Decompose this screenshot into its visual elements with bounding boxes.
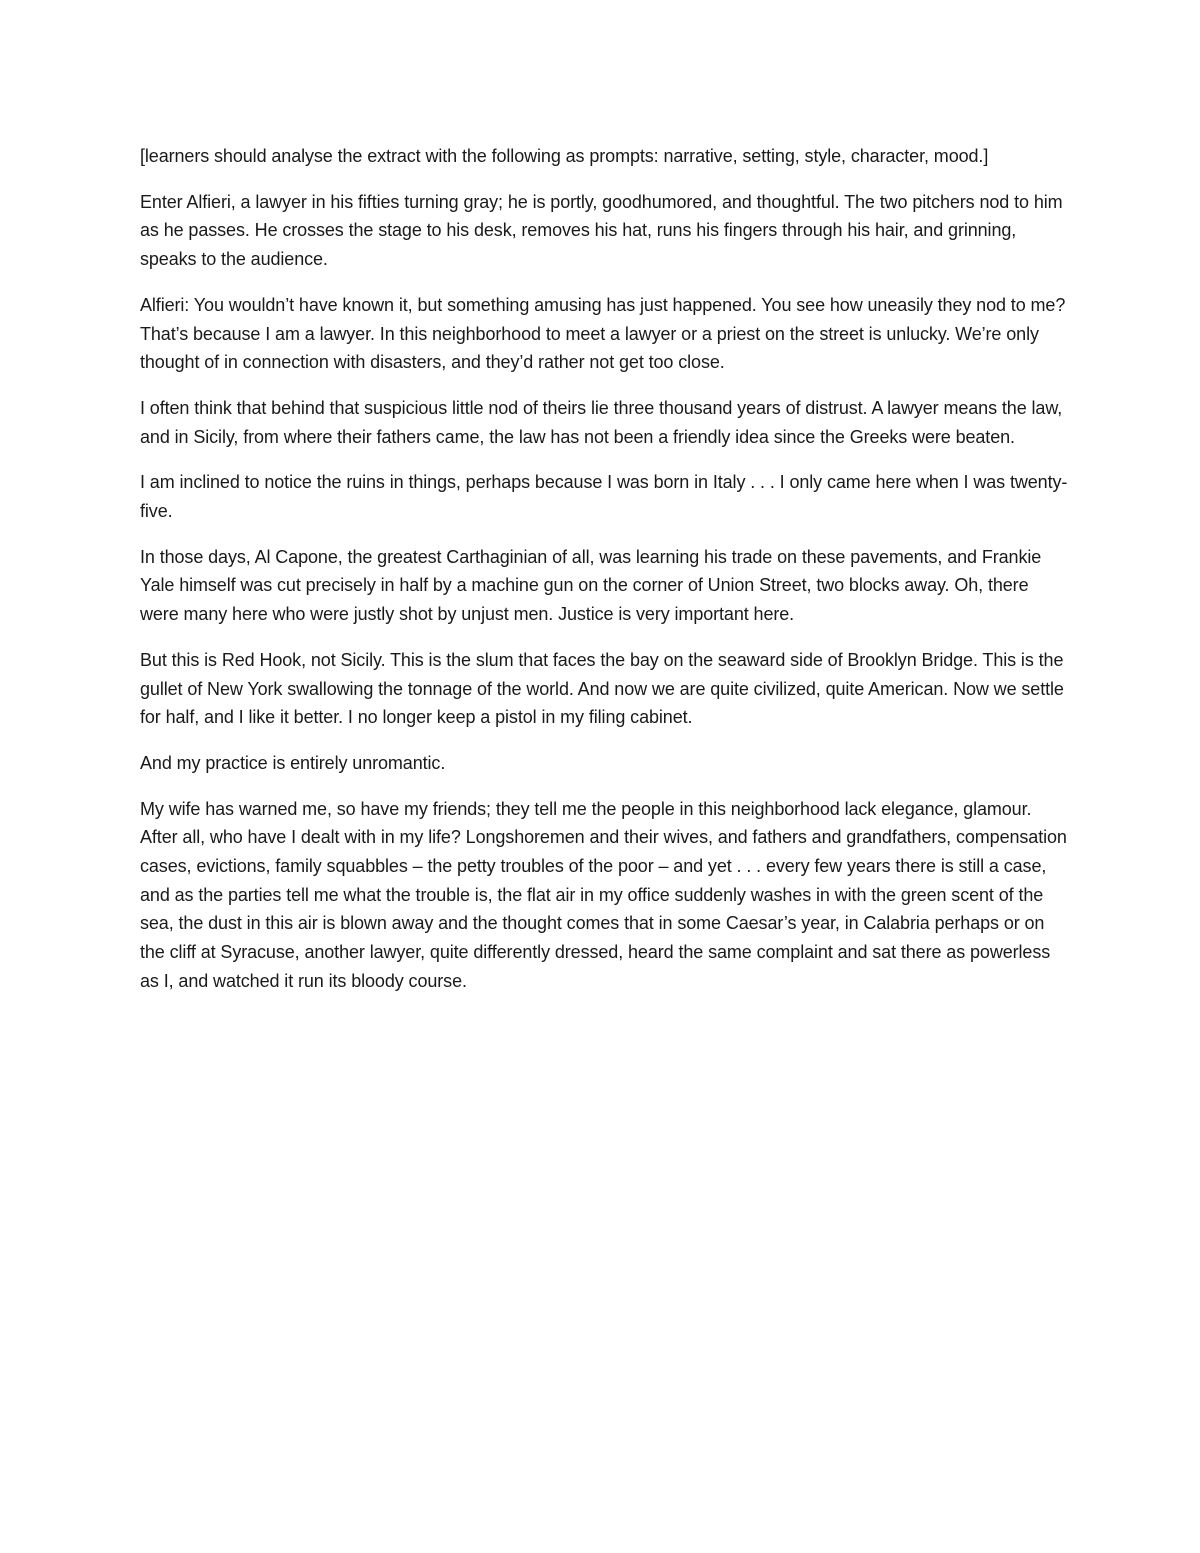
- paragraph-unromantic: And my practice is entirely unromantic.: [140, 752, 446, 773]
- prompt-instructions: [learners should analyse the extract with the following as prompts: narrative, setting, style, character, mood.]: [140, 146, 989, 166]
- paragraph-distrust: I often think that behind that suspicious little nod of theirs lie three thousand years of distrust. A lawyer means the law, and in Sicily, from where their fathers came, the law has not been a friendly idea since the Greeks were beaten.: [140, 397, 1063, 447]
- paragraph-alfieri-intro: Alfieri: You wouldn’t have known it, but something amusing has just happened. You see how uneasily they nod to me? That’s because I am a lawyer. In this neighborhood to meet a lawyer or a priest on the street is unlucky. We’re only thought of in connection with disasters, and they’d rather not get too close.: [140, 294, 1066, 373]
- document-body: [140, 142, 1070, 1013]
- stage-direction: Enter Alfieri, a lawyer in his fifties turning gray; he is portly, goodhumored, and thoughtful. The two pitchers nod to him as he passes. He crosses the stage to his desk, removes his hat, runs his fingers through his hair, and grinning, speaks to the audience.: [140, 191, 1063, 270]
- paragraph-red-hook: But this is Red Hook, not Sicily. This is the slum that faces the bay on the seaward side of Brooklyn Bridge. This is the gullet of New York swallowing the tonnage of the world. And now we are quite civilized, quite American. Now we settle for half, and I like it better. I no longer keep a pistol in my filing cabinet.: [140, 649, 1064, 728]
- paragraph-capone: In those days, Al Capone, the greatest Carthaginian of all, was learning his trade on these pavements, and Frankie Yale himself was cut precisely in half by a machine gun on the corner of Union Street, two blocks away. Oh, there were many here who were justly shot by unjust men. Justice is very important here.: [140, 546, 1042, 625]
- paragraph-ruins: I am inclined to notice the ruins in things, perhaps because I was born in Italy . . . I only came here when I was twenty-five.: [140, 472, 1068, 522]
- paragraph-wife-warned: My wife has warned me, so have my friends; they tell me the people in this neighborhood lack elegance, glamour. After all, who have I dealt with in my life? Longshoremen and their wives, and fathers and grandfathers, compensation cases, evictions, family squabbles – the petty troubles of the poor – and yet . . . every few years there is still a case, and as the parties tell me what the trouble is, the flat air in my office suddenly washes in with the green scent of the sea, the dust in this air is blown away and the thought comes that in some Caesar’s year, in Calabria perhaps or on the cliff at Syracuse, another lawyer, quite differently dressed, heard the same complaint and sat there as powerless as I, and watched it run its bloody course.: [140, 798, 1067, 991]
